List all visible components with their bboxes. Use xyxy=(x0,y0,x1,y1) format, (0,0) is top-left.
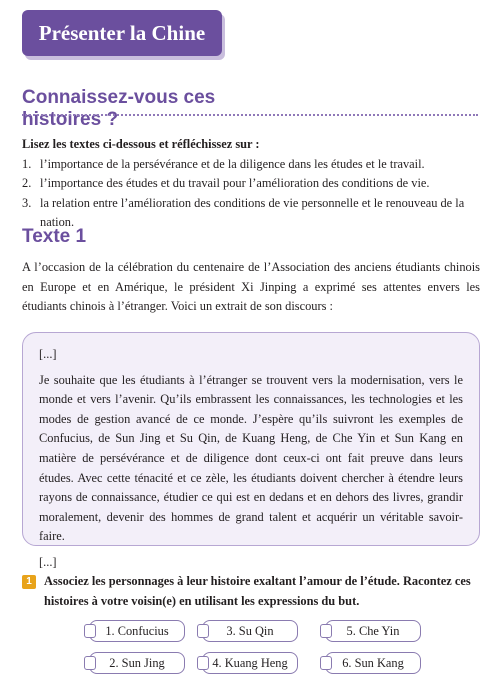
checkbox[interactable] xyxy=(197,656,209,670)
exercise-number-badge: 1 xyxy=(22,575,36,589)
checkbox[interactable] xyxy=(320,656,332,670)
instruction-item xyxy=(22,155,482,175)
person-chip-sun-jing[interactable] xyxy=(89,652,185,674)
instruction-item xyxy=(22,174,482,194)
person-chip-kuang-heng[interactable] xyxy=(202,652,298,674)
instructions xyxy=(22,135,482,233)
texte-heading: Texte 1 xyxy=(22,226,87,247)
instruction-number: 1. xyxy=(22,156,32,171)
person-label: 2. Sun Jing xyxy=(109,655,165,670)
instruction-text: la relation entre l’amélioration des conditions de vie personnelle et le renouveau de la nation. xyxy=(40,195,465,229)
person-chip-confucius[interactable] xyxy=(89,620,185,642)
quote-ellipsis-top: [...] xyxy=(39,347,57,361)
person-chip-su-qin[interactable] xyxy=(202,620,298,642)
checkbox[interactable] xyxy=(197,624,209,638)
intro-paragraph: A l’occasion de la célébration du centenaire de l’Association des anciens étudiants chinois en Europe et en Amérique, le président Xi Jinping a exprimé ses attentes envers les étudiants chinois à l’étranger. Voici un extrait de son discours : xyxy=(22,260,480,313)
instruction-text: l’importance des études et du travail pour l’amélioration des conditions de vie. xyxy=(40,176,430,190)
person-label: 4. Kuang Heng xyxy=(212,655,288,670)
checkbox[interactable] xyxy=(84,624,96,638)
page-title: Présenter la Chine xyxy=(38,20,206,45)
section-heading: Connaissez-vous ces histoires ? xyxy=(22,87,216,130)
exercise-prompt xyxy=(22,572,482,611)
checkbox[interactable] xyxy=(84,656,96,670)
person-label: 6. Sun Kang xyxy=(342,655,404,670)
checkbox[interactable] xyxy=(320,624,332,638)
quote-box xyxy=(22,332,480,569)
person-chip-che-yin[interactable] xyxy=(325,620,421,642)
quote-body: Je souhaite que les étudiants à l’étranger se trouvent vers la modernisation, vers le monde et vers l’avenir. Qu’ils embrassent les connaissances, les technologies et les modes de gestion avancé de ce monde. J’espère qu’ils suivront les exemples de Confucius, de Sun Jing et Su Qin, de Kuang Heng, de Che Yin et Sun Kang en matière de persévérance et de diligence dont ceux-ci ont fait preuve dans leurs études. Avec cette ténacité et ce zèle, les étudiants doivent chercher à étendre leurs rayons de connaissance, étudier ce qui est en dedans et en dehors des livres, grandir moralement, devenir des hommes de grand talent et acquérir un véritable savoir-faire. xyxy=(39,372,463,544)
person-label: 1. Confucius xyxy=(105,623,169,638)
person-chip-sun-kang[interactable] xyxy=(325,652,421,674)
person-label: 3. Su Qin xyxy=(226,623,274,638)
title-banner xyxy=(22,10,222,56)
section-divider xyxy=(22,114,478,116)
instruction-item xyxy=(22,194,482,233)
person-label: 5. Che Yin xyxy=(346,623,400,638)
exercise-text: Associez les personnages à leur histoire exaltant l’amour de l’étude. Racontez ces histoires à votre voisin(e) en utilisant les expressions du but. xyxy=(44,574,471,608)
instruction-text: l’importance de la persévérance et de la diligence dans les études et le travail. xyxy=(40,156,425,171)
quote-ellipsis-bottom: [...] xyxy=(39,554,57,569)
instruction-number: 3. xyxy=(22,195,32,210)
instruction-number: 2. xyxy=(22,176,32,190)
instructions-lead: Lisez les textes ci-dessous et réfléchissez sur : xyxy=(22,137,260,151)
